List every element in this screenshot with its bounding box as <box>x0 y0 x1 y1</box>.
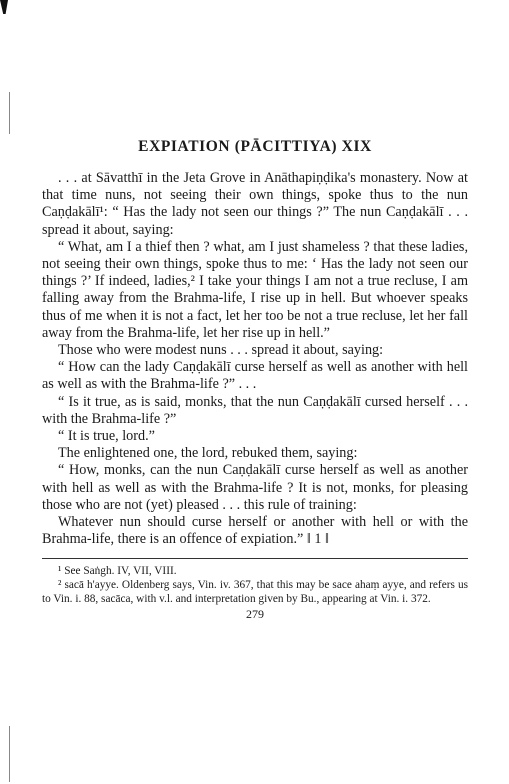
paragraph: . . . at Sāvatthī in the Jeta Grove in Anāthapiṇḍika's monastery. Now at that time nuns, not seeing their own things, spoke thus to the nun Caṇḍakālī¹: “ Has the lady not seen our things ?” The nun Caṇḍakālī . . . spread it about, saying: <box>42 170 468 238</box>
paragraph: “ What, am I a thief then ? what, am I just shameless ? that these ladies, not seeing their own things, spoke thus to me: ‘ Has the lady not seen our things ?’ If indeed, ladies,² I take your things I am not a true recluse, I am falling away from the Brahma-life, I rise up in hell. But whoever speaks thus of me when it is not a fact, let her too be not a true recluse, let her fall away from the Brahma-life, let her rise up in hell.” <box>42 238 468 341</box>
document-page <box>42 138 468 622</box>
paragraph: Whatever nun should curse herself or another with hell or with the Brahma-life, there is an offence of expiation.” ‖ 1 ‖ <box>42 514 468 548</box>
paragraph: “ How can the lady Caṇḍakālī curse herself as well as another with hell as well as with the Brahma-life ?” . . . <box>42 359 468 393</box>
corner-mark <box>0 0 8 14</box>
footnote: ¹ See Saṅgh. IV, VII, VIII. <box>58 565 177 578</box>
footnote: ² sacā h'ayye. Oldenberg says, Vin. iv. 367, that this may be sace ahaṃ ayye, and refers us to Vin. i. 88, sacāca, with v.l. and interpretation given by Bu., appearing at Vin. i. 372. <box>42 579 468 605</box>
margin-line-top <box>9 92 10 134</box>
page-number: 279 <box>246 607 264 622</box>
margin-line-bottom <box>9 726 10 782</box>
paragraph: “ It is true, lord.” <box>58 428 155 445</box>
paragraph: Those who were modest nuns . . . spread it about, saying: <box>58 342 384 359</box>
paragraph: “ Is it true, as is said, monks, that the nun Caṇḍakālī cursed herself . . . with the Brahma-life ?” <box>42 393 468 427</box>
paragraph: The enlightened one, the lord, rebuked them, saying: <box>58 445 358 462</box>
footnotes <box>42 558 468 606</box>
body-text <box>42 170 468 548</box>
paragraph: “ How, monks, can the nun Caṇḍakālī curse herself as well as another with hell as well as with the Brahma-life ? It is not, monks, for pleasing those who are not (yet) pleased . . . this rule of training: <box>42 462 468 513</box>
page-title: EXPIATION (PĀCITTIYA) XIX <box>138 138 372 155</box>
